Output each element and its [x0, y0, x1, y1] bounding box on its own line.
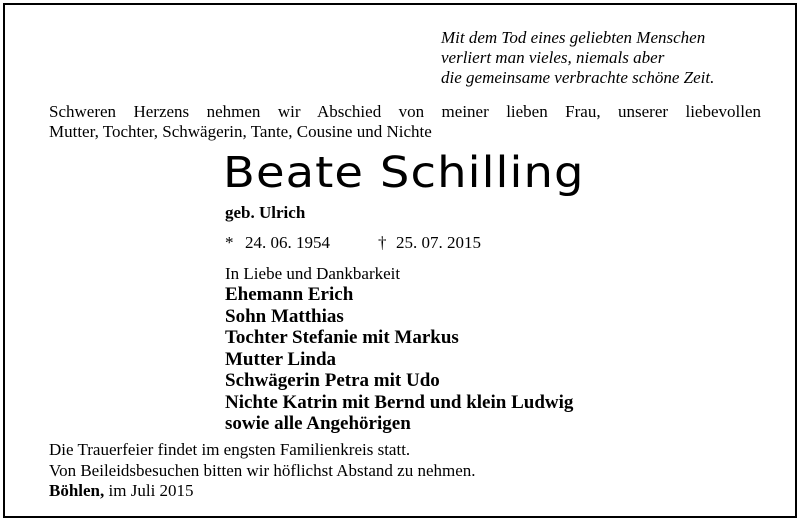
intro-line: Schweren Herzens nehmen wir Abschied von meiner lieben Frau, unserer liebevollen	[49, 102, 761, 121]
mourner: Tochter Stefanie mit Markus	[225, 327, 459, 348]
death-date: 25. 07. 2015	[396, 233, 481, 252]
obituary-notice	[3, 3, 797, 518]
notice-date: im Juli 2015	[104, 481, 194, 500]
birth-symbol: *	[225, 233, 234, 252]
farewell-intro	[49, 102, 761, 142]
mourner: Schwägerin Petra mit Udo	[225, 370, 440, 391]
quote-line: Mit dem Tod eines geliebten Menschen	[441, 28, 706, 47]
footer-line: Die Trauerfeier findet im engsten Familienkreis statt.	[49, 440, 411, 459]
mourner: Sohn Matthias	[225, 305, 344, 327]
intro-line: Mutter, Tochter, Schwägerin, Tante, Cousine und Nichte	[49, 122, 432, 141]
mourners-lead: In Liebe und Dankbarkeit	[225, 264, 401, 283]
mourner: Nichte Katrin mit Bernd und klein Ludwig	[225, 391, 574, 413]
quote-line: verliert man vieles, niemals aber	[441, 48, 665, 67]
life-dates	[225, 233, 481, 253]
birth-name: geb. Ulrich	[225, 203, 306, 222]
place: Böhlen,	[49, 481, 105, 500]
funeral-info	[49, 440, 476, 502]
mourner: Mutter Linda	[225, 348, 337, 370]
mourners-list	[225, 264, 573, 435]
deceased-name: Beate Schilling	[223, 148, 585, 198]
memorial-quote	[441, 28, 714, 88]
birth-date: 24. 06. 1954	[245, 233, 330, 252]
footer-line: Von Beileidsbesuchen bitten wir höflichst Abstand zu nehmen.	[49, 460, 476, 480]
quote-line: die gemeinsame verbrachte schöne Zeit.	[441, 68, 715, 87]
place-date	[49, 481, 476, 502]
mourner: Ehemann Erich	[225, 284, 354, 305]
mourner: sowie alle Angehörigen	[225, 413, 411, 434]
death-symbol: †	[378, 233, 387, 252]
